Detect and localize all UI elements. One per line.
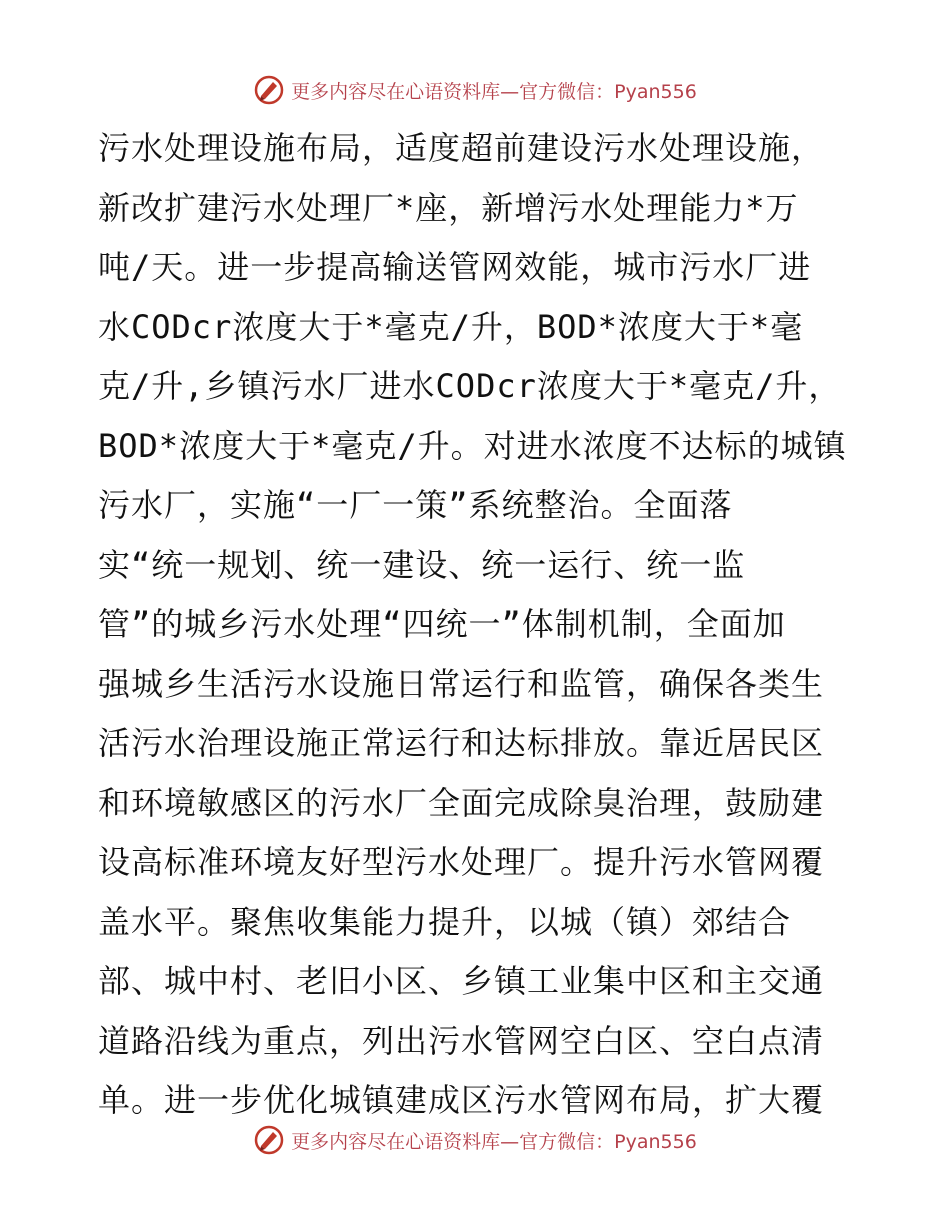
header-watermark: [0, 70, 950, 110]
body-line: 部、城中村、老旧小区、乡镇工业集中区和主交通: [98, 962, 825, 1000]
body-line: 水CODcr浓度大于*毫克/升，BOD*浓度大于*毫: [98, 307, 804, 346]
body-line: 克/升,乡镇污水厂进水CODcr浓度大于*毫克/升，: [98, 367, 842, 405]
footer-watermark-text: 更多内容尽在心语资料库—官方微信：Pyan556: [291, 1130, 697, 1153]
body-line: 管”的城乡污水处理“四统一”体制机制，全面加: [98, 605, 786, 643]
brand-logo-icon: [253, 1124, 285, 1156]
body-line: 和环境敏感区的污水厂全面完成除臭治理，鼓励建: [98, 783, 825, 822]
body-line: 活污水治理设施正常运行和达标排放。靠近居民区: [98, 724, 825, 762]
body-line: 新改扩建污水处理厂*座，新增污水处理能力*万: [98, 188, 799, 227]
document-body: [98, 119, 858, 1131]
body-line: 污水厂，实施“一厂一策”系统整治。全面落: [98, 486, 733, 524]
brand-logo-icon: [253, 74, 285, 106]
body-line: 设高标准环境友好型污水处理厂。提升污水管网覆: [98, 843, 825, 881]
body-line: 强城乡生活污水设施日常运行和监管，确保各类生: [98, 664, 825, 703]
body-line: 污水处理设施布局，适度超前建设污水处理设施，: [98, 129, 825, 167]
body-line: 实“统一规划、统一建设、统一运行、统一监: [98, 545, 746, 584]
footer-watermark: [0, 1120, 950, 1160]
body-line: 道路沿线为重点，列出污水管网空白区、空白点清: [98, 1021, 825, 1060]
body-line: 单。进一步优化城镇建成区污水管网布局，扩大覆: [98, 1081, 825, 1119]
body-line: BOD*浓度大于*毫克/升。对进水浓度不达标的城镇: [98, 426, 847, 465]
body-line: 吨/天。进一步提高输送管网效能，城市污水厂进: [98, 248, 812, 286]
body-line: 盖水平。聚焦收集能力提升，以城（镇）郊结合: [98, 902, 792, 941]
header-watermark-text: 更多内容尽在心语资料库—官方微信：Pyan556: [291, 80, 697, 103]
